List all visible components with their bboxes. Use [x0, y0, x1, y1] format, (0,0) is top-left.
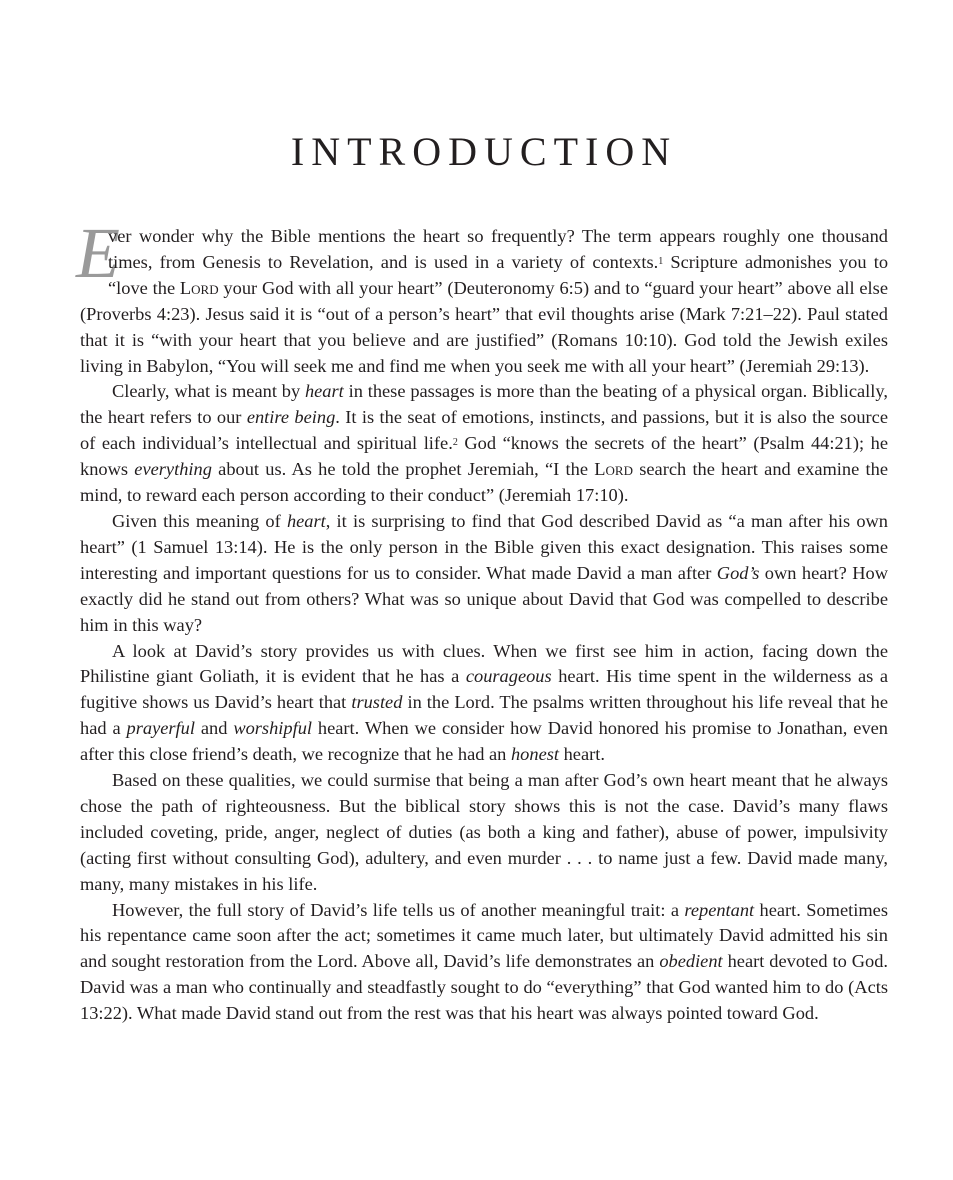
text-run: in the Lord. The psalms written throughout his life reveal that he had a [80, 692, 888, 739]
text-run: heart. His time spent in the wilderness as a fugitive shows us David’s heart that [80, 666, 888, 713]
paragraph-2 [80, 379, 888, 509]
body-text [76, 213, 889, 1027]
emphasis: heart [286, 510, 326, 531]
emphasis: God’s [716, 562, 760, 583]
text-run: Given this meaning of [112, 510, 287, 531]
emphasis: heart [304, 381, 344, 402]
text-run: ver wonder why the Bible mentions the heart so frequently? The term appears roughly one thousand times, from Genesis to Revelation, and is used in a variety of contexts. [108, 226, 888, 272]
emphasis: worshipful [233, 718, 313, 739]
text-run: However, the full story of David’s life tells us of another meaningful trait: a [112, 899, 685, 920]
text-run: heart. [559, 744, 605, 765]
paragraph-5 [80, 768, 888, 898]
drop-cap: E [76, 213, 120, 293]
text-run: Scripture admonishes you to “love the [108, 251, 889, 298]
emphasis: entire being [246, 407, 336, 428]
text-run: Clearly, what is meant by [112, 381, 305, 402]
book-page [76, 0, 889, 1180]
text-run: God “knows the secrets of the heart” (Psalm 44:21); he knows [80, 433, 888, 480]
emphasis: courageous [465, 666, 552, 687]
emphasis: prayerful [126, 718, 195, 739]
text-run: A look at David’s story provides us with clues. When we first see him in action, facing down the Philistine giant Goliath, it is evident that he has a [80, 640, 888, 687]
text-run: in these passages is more than the beating of a physical organ. Biblically, the heart refers to our [80, 381, 888, 428]
text-run: heart. When we consider how David honored his promise to Jonathan, even after this close friend’s death, we recognize that he had an [80, 718, 888, 765]
text-run: , it is surprising to find that God described David as “a man after his own heart” (1 Samuel 13:14). He is the only person in the Bible given this exact designation. This raises some interesting and important questions for us to consider. What made David a man after [80, 510, 888, 583]
footnote-marker: 1 [658, 255, 664, 267]
text-run: and [194, 718, 234, 739]
text-run: search the heart and examine the mind, to reward each person according to their conduct” (Jeremiah 17:10). [80, 459, 888, 506]
text-run: heart. Sometimes his repentance came soon after the act; sometimes it came much later, but ultimately David admitted his sin and sought restoration from the Lord. Above all, David’s life demonstrates an [80, 899, 888, 972]
emphasis: obedient [659, 951, 723, 972]
paragraph-1 [76, 213, 889, 379]
emphasis: repentant [684, 899, 755, 920]
paragraph-3 [80, 509, 888, 639]
text-run: Based on these qualities, we could surmise that being a man after God’s own heart meant that he always chose the path of righteousness. But the biblical story shows this is not the case. David’s many flaws included coveting, pride, anger, neglect of duties (as both a king and father), abuse of power, impulsivity (acting first without consulting God), adultery, and even murder . . . to name just a few. David made many, many, many mistakes in his life. [80, 770, 888, 894]
text-run: own heart? How exactly did he stand out from others? What was so unique about David that God was compelled to describe him in this way? [80, 562, 888, 635]
paragraph-6 [80, 898, 888, 1028]
emphasis: honest [510, 744, 559, 765]
text-run: . It is the seat of emotions, instincts, and passions, but it is also the source of each individual’s intellectual and spiritual life. [80, 407, 889, 454]
text-run: heart devoted to God. David was a man who continually and steadfastly sought to do “everything” that God wanted him to do (Acts 13:22). What made David stand out from the rest was that his heart was always pointed toward God. [80, 951, 889, 1024]
emphasis: everything [134, 459, 212, 480]
emphasis: trusted [351, 692, 403, 713]
small-caps-lord: Lord [179, 277, 219, 298]
text-run: your God with all your heart” (Deuteronomy 6:5) and to “guard your heart” above all else (Proverbs 4:23). Jesus said it is “out of a person’s heart” that evil thoughts arise (Mark 7:21–22). Paul stated that it is “with your heart that you believe and are justified” (Romans 10:10). God told the Jewish exiles living in Babylon, “You will seek me and find me when you seek me with all your heart” (Jeremiah 29:13). [80, 277, 888, 376]
paragraph-4 [80, 639, 888, 769]
footnote-marker: 2 [452, 437, 458, 449]
chapter-title: INTRODUCTION [290, 129, 678, 174]
text-run: about us. As he told the prophet Jeremiah, “I the [211, 459, 595, 480]
small-caps-lord: Lord [594, 459, 633, 480]
